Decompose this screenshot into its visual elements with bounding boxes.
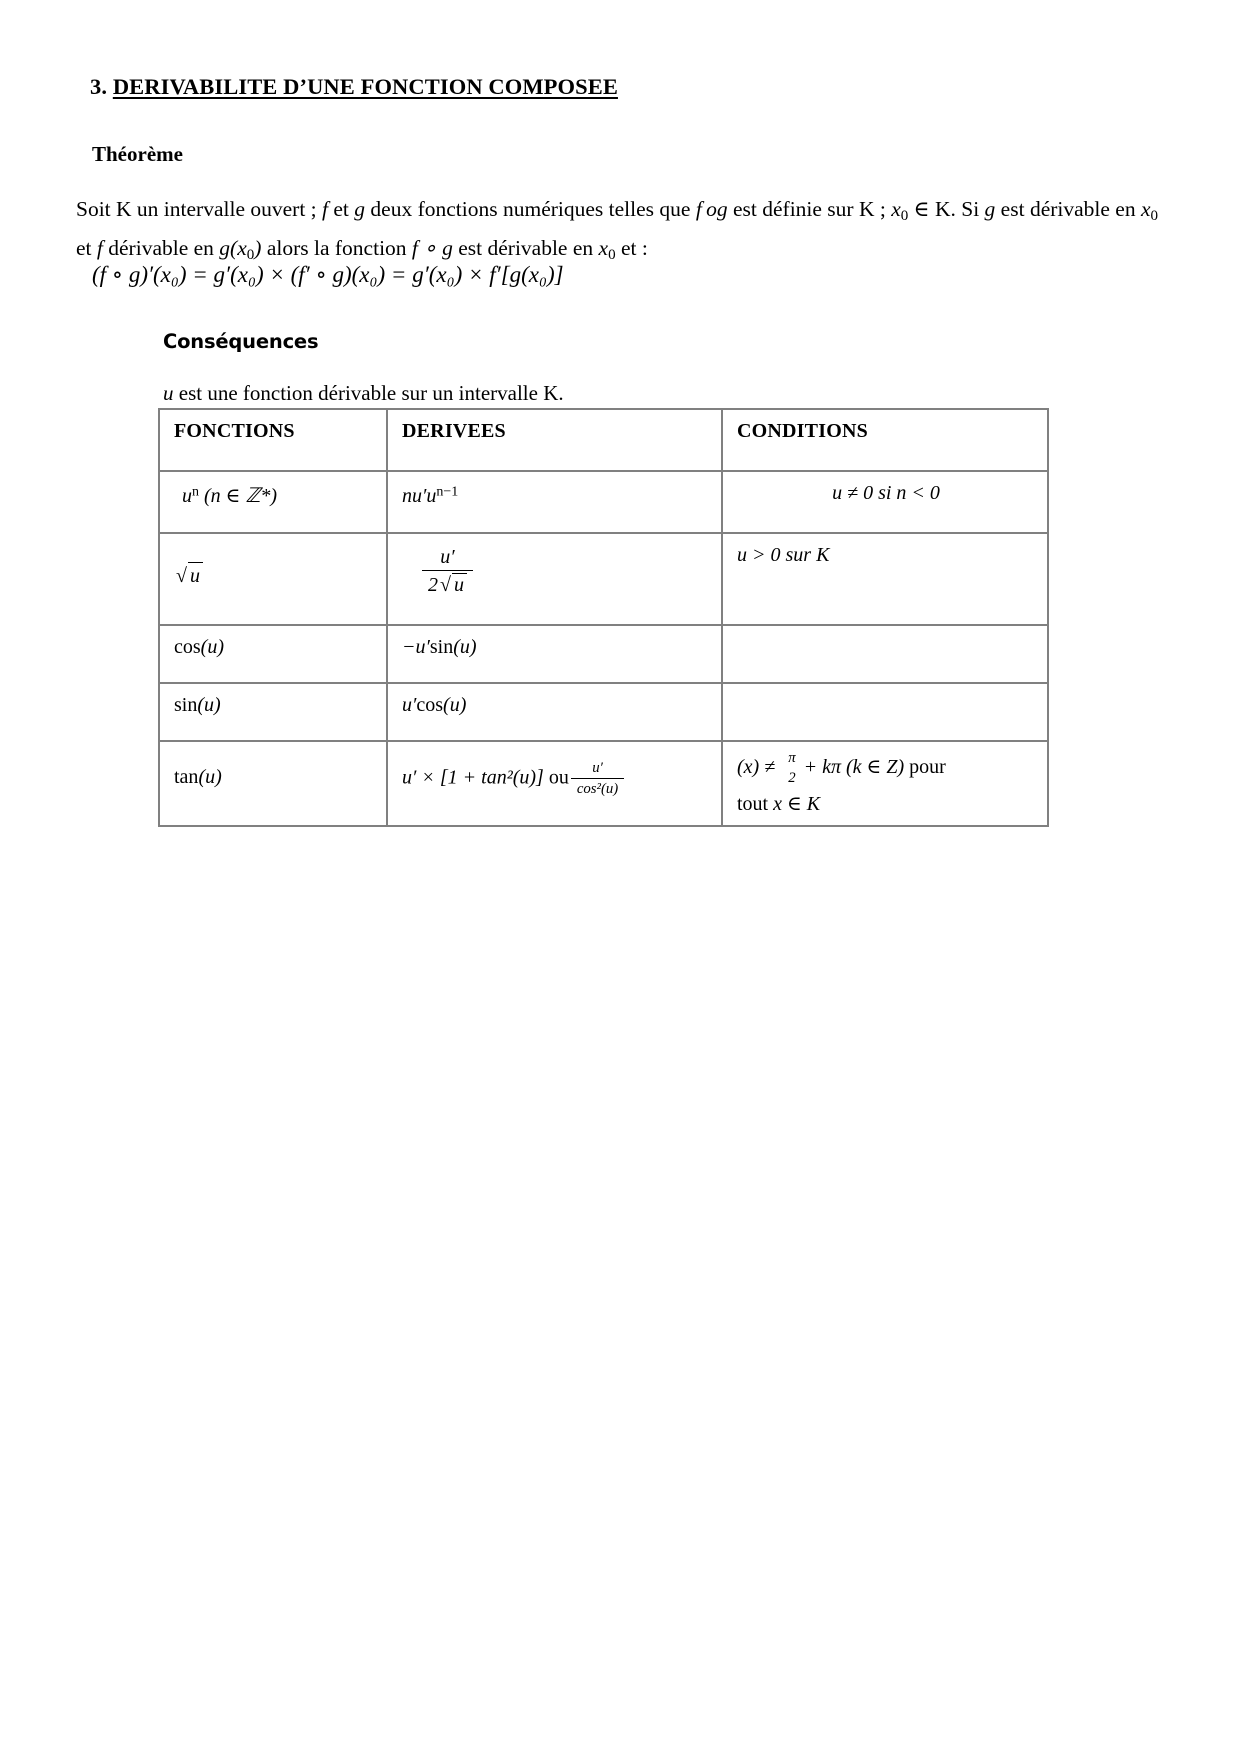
cell-condition-racine [722, 533, 1048, 625]
cell-fonction-racine [159, 533, 387, 625]
fn-cos-name: cos [174, 636, 201, 658]
der-sin-prefix: u′ [402, 694, 417, 716]
fn-sin-name: sin [174, 694, 198, 716]
consequences-heading: Conséquences [163, 330, 319, 353]
theorem-symbol-x-sub: 0 [900, 208, 909, 225]
consequences-intro-text: est une fonction dérivable sur un intervalle K. [173, 381, 564, 405]
fraction-tan-derivative [571, 760, 624, 798]
cell-fonction-cos [159, 625, 387, 683]
cell-derivee-sin [387, 683, 722, 741]
derivatives-table-wrapper [158, 408, 963, 827]
chain-rule-formula: (f ∘ g)′(x₀) = g′(x₀) × (f′ ∘ g)(x₀) = g′(x₀) × f′[g(x₀)] [92, 262, 564, 287]
cond-tan-part-a: (x) ≠ [737, 756, 781, 779]
der-cos-name: sin [429, 636, 454, 658]
theorem-text-2: et [328, 197, 355, 221]
section-title-text: DERIVABILITE D’UNE FONCTION COMPOSEE [112, 74, 618, 99]
cell-fonction-tan [159, 741, 387, 826]
der-tan-main: u′ × [1 + tan²(u)] [402, 766, 544, 789]
der-sin-arg: (u) [443, 694, 467, 716]
table-row [159, 471, 1048, 533]
der-sin-name: cos [416, 694, 444, 716]
cell-fonction-puissance [159, 471, 387, 533]
cond-tan-line2 [737, 791, 1035, 817]
der-tan-frac-num: u′ [571, 760, 624, 779]
theorem-symbol-fcircg: f ∘ g [411, 236, 453, 261]
cell-derivee-puissance [387, 471, 722, 533]
der-pow-exp: n−1 [436, 485, 459, 500]
theorem-text-12: et : [615, 236, 648, 261]
fn-sin-arg: (u) [197, 694, 221, 716]
sqrt-icon-denominator: √ u [438, 573, 467, 597]
der-cos-arg: (u) [453, 636, 477, 658]
table-header-row [159, 409, 1048, 471]
sqrt-icon: √ u [174, 562, 203, 589]
table-row [159, 741, 1048, 826]
theorem-symbol-x3: x [598, 236, 609, 261]
theorem-symbol-gx0: g(x [219, 236, 247, 261]
fn-tan-arg: (u) [198, 766, 222, 788]
der-pow-base: nu′u [402, 485, 437, 508]
theorem-symbol-x2-sub: 0 [1150, 208, 1159, 225]
fn-pow-base: u [182, 485, 192, 508]
cell-condition-sin [722, 683, 1048, 741]
table-row [159, 683, 1048, 741]
cond-tan-line1 [737, 750, 1035, 787]
table-header-conditions: CONDITIONS [722, 409, 1048, 471]
fraction-sqrt-derivative [422, 546, 473, 597]
cell-condition-puissance [722, 471, 1048, 533]
theorem-symbol-g2: g [984, 197, 996, 221]
derivatives-table [158, 408, 1049, 827]
theorem-text-4: est définie sur K ; [727, 197, 892, 221]
theorem-symbol-x2: x [1140, 197, 1151, 221]
cell-fonction-sin [159, 683, 387, 741]
der-sqrt-num: u′ [422, 546, 473, 571]
cond-tan-part-d: pour [904, 756, 946, 779]
der-sqrt-den [422, 571, 473, 597]
consequences-intro [163, 381, 564, 406]
cell-derivee-cos [387, 625, 722, 683]
consequences-symbol-u: u [163, 381, 174, 405]
theorem-symbol-gx0-sub: 0 [246, 247, 255, 264]
theorem-text-10: alors la fonction [261, 236, 412, 261]
der-tan-ou: ou [548, 766, 569, 789]
cond-tan-part-c: (k ∈ Z) [846, 756, 905, 779]
theorem-symbol-fog: f og [695, 197, 728, 221]
cell-derivee-tan [387, 741, 722, 826]
theorem-text-5: ∈ K. Si [908, 197, 985, 221]
theorem-text-1: Soit K un intervalle ouvert ; [76, 197, 323, 221]
theorem-text-3: deux fonctions numériques telles que [365, 197, 696, 221]
theorem-text-8: et [76, 236, 97, 261]
theorem-text-11: est dérivable en [452, 236, 599, 261]
table-row [159, 533, 1048, 625]
fn-pow-exp: n [192, 485, 199, 500]
cell-condition-tan [722, 741, 1048, 826]
section-number: 3. [90, 74, 108, 99]
fn-pow-paren: (n ∈ ℤ*) [204, 485, 278, 508]
theorem-symbol-gx0-end: ) [254, 236, 262, 261]
table-header-fonctions: FONCTIONS [159, 409, 387, 471]
fn-cos-arg: (u) [200, 636, 224, 658]
cond-sqrt: u > 0 sur K [737, 544, 830, 566]
theorem-text-7: dérivable en [1029, 197, 1141, 221]
fn-tan-name: tan [174, 766, 199, 788]
fraction-pi-over-two [782, 750, 801, 787]
cell-derivee-racine [387, 533, 722, 625]
table-row [159, 625, 1048, 683]
cond-pow: u ≠ 0 si n < 0 [832, 482, 940, 504]
table-header-derivees: DERIVEES [387, 409, 722, 471]
theorem-symbol-f2: f [96, 236, 103, 261]
theorem-symbol-f: f [322, 197, 328, 221]
cond-tan-line2-a: tout [737, 793, 774, 816]
cond-tan-pi: π [788, 750, 796, 766]
der-sqrt-den-radicand: u [452, 573, 467, 597]
page-title [90, 74, 618, 100]
fn-sqrt-radicand: u [188, 562, 203, 589]
cell-condition-cos [722, 625, 1048, 683]
theorem-symbol-g: g [354, 197, 366, 221]
der-sqrt-den-prefix: 2 [428, 574, 438, 596]
theorem-text-9: dérivable en [102, 236, 220, 261]
der-tan-frac-den: cos²(u) [576, 781, 619, 798]
theoreme-heading: Théorème [92, 142, 183, 166]
cond-tan-two: 2 [788, 770, 796, 787]
theorem-symbol-x: x [891, 197, 901, 221]
cond-tan-part-b: + kπ [803, 756, 847, 779]
cond-tan-line2-b: x ∈ K [773, 793, 821, 816]
der-cos-prefix: −u′ [402, 636, 430, 658]
theorem-symbol-x3-sub: 0 [608, 247, 616, 264]
theorem-text-6: est [995, 197, 1025, 221]
